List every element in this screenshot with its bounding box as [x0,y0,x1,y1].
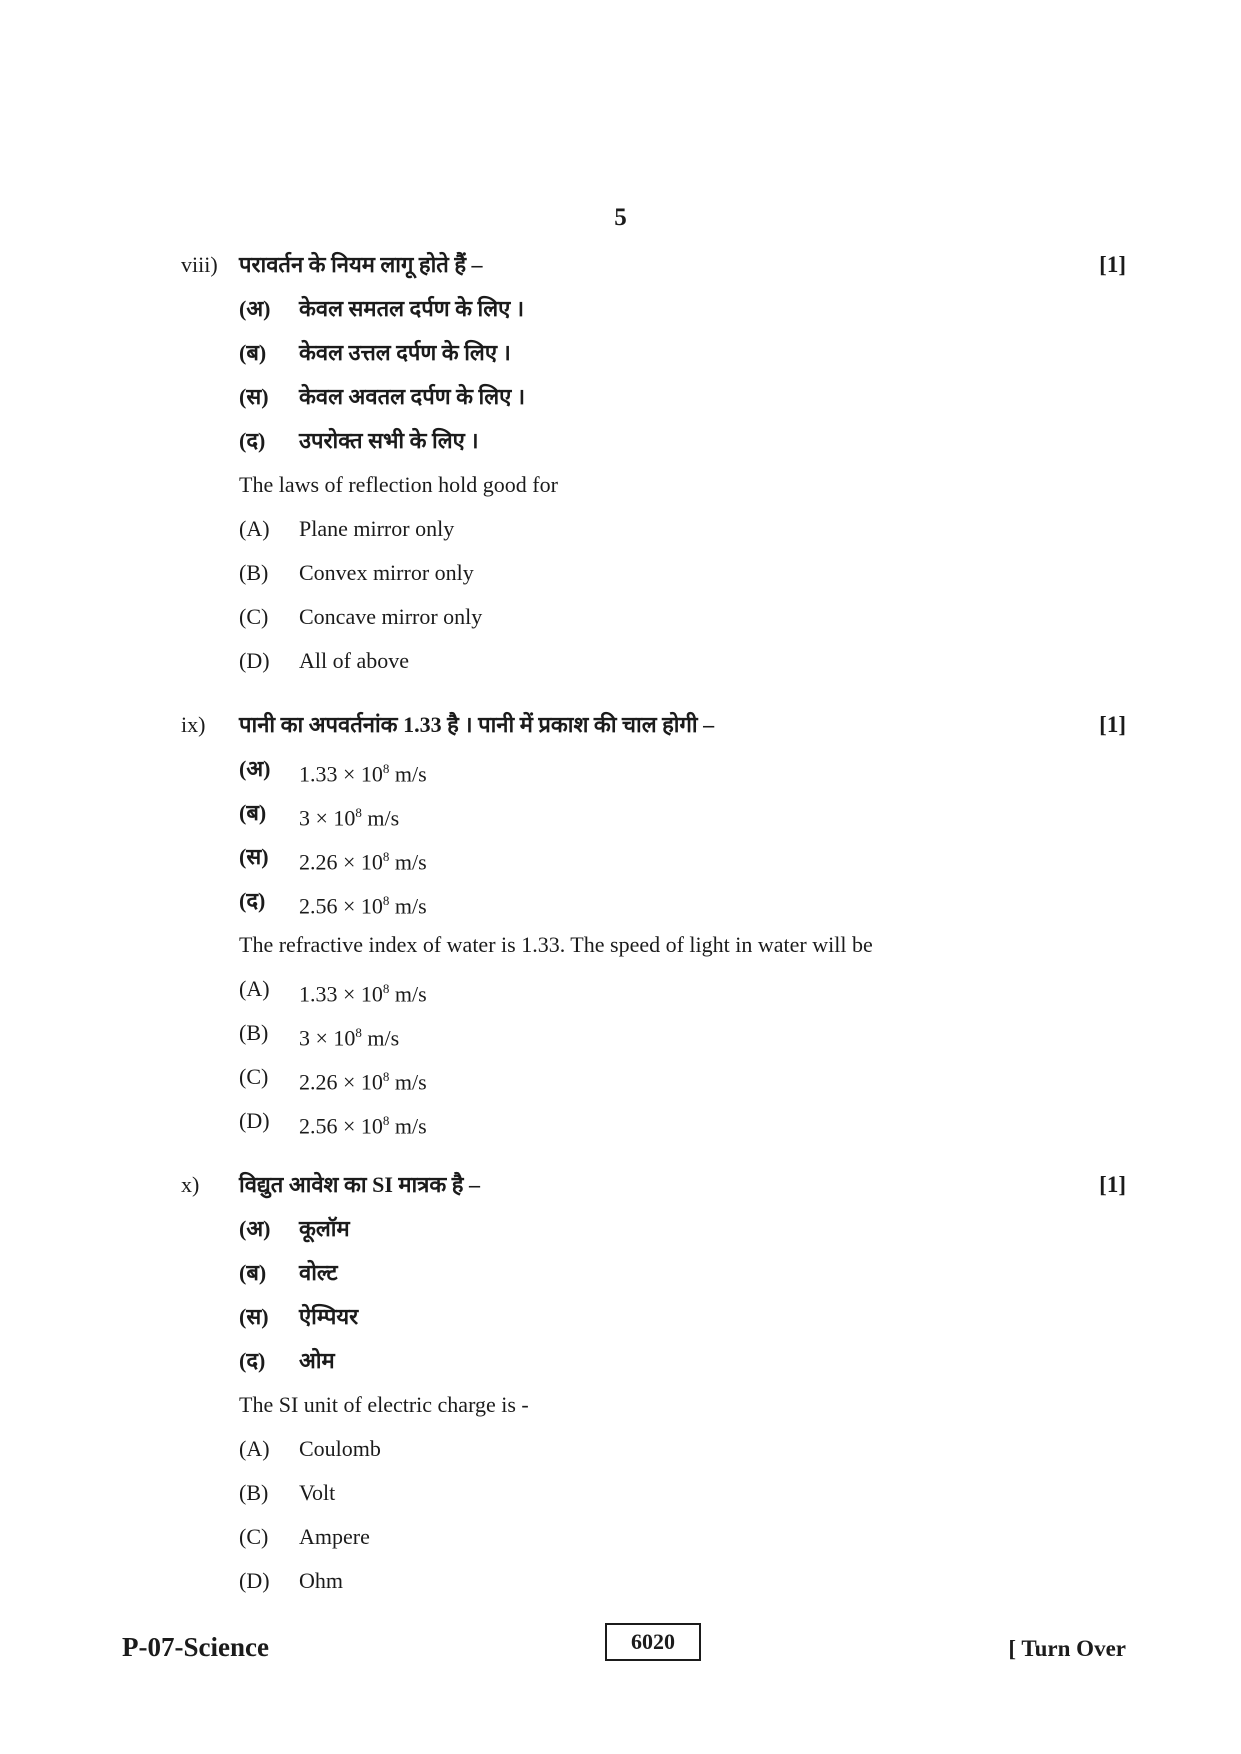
question-number: x) [181,1172,200,1197]
option-english-c [0,595,1241,639]
question-header [0,703,1241,747]
stem-text: The SI unit of electric charge is - [239,1392,529,1417]
option-label: (A) [239,1436,270,1461]
option-text: कूलॉम [299,1216,350,1241]
question-marks: [1] [1099,252,1126,277]
option-english-b [0,551,1241,595]
option-hindi-a [0,747,1241,791]
question-header [0,1163,1241,1207]
option-label: (C) [239,1064,269,1089]
option-label: (स) [239,1304,269,1329]
question-marks: [1] [1099,1172,1126,1197]
option-text: $2.56 \times 10^8$ m/s [299,1113,427,1139]
option-hindi-b [0,331,1241,375]
subject-code: P-07-Science [122,1632,269,1662]
option-text: Coulomb [299,1436,381,1461]
option-text: Ohm [299,1568,343,1593]
option-text: ऐम्पियर [299,1304,359,1329]
question-stem-hindi: पानी का अपवर्तनांक 1.33 है । पानी में प्रकाश की चाल होगी – [239,712,715,737]
option-text: $1.33 \times 10^8$ m/s [299,761,427,787]
question-stem-hindi: परावर्तन के नियम लागू होते हैं – [239,252,483,277]
option-label: (ब) [239,340,267,365]
option-label: (द) [239,1348,266,1373]
option-english-b [0,1471,1241,1515]
option-english-c [0,1055,1241,1099]
option-english-a [0,507,1241,551]
option-english-d [0,639,1241,683]
option-hindi-c [0,835,1241,879]
option-text: ओम [299,1348,335,1373]
stem-text: The refractive index of water is 1.33. The speed of light in water will be [239,932,873,957]
question-marks: [1] [1099,712,1126,737]
question-stem-english [0,1383,1241,1427]
question-header [0,243,1241,287]
option-text: $2.26 \times 10^8$ m/s [299,1069,427,1095]
question-number: viii) [181,252,218,277]
question-stem-english [0,923,1241,967]
question-stem-english [0,463,1241,507]
option-english-b [0,1011,1241,1055]
option-hindi-d [0,1339,1241,1383]
option-label: (B) [239,1020,269,1045]
option-text: केवल समतल दर्पण के लिए । [299,296,525,321]
option-label: (B) [239,1480,269,1505]
question-viii [0,243,1241,683]
option-hindi-d [0,879,1241,923]
stem-text: The laws of reflection hold good for [239,472,558,497]
option-text: Volt [299,1480,336,1505]
option-text: $3 \times 10^8$ m/s [299,1025,400,1051]
option-text: केवल उत्तल दर्पण के लिए । [299,340,511,365]
option-label: (अ) [239,1216,271,1241]
option-text: Ampere [299,1524,370,1549]
turn-over-label: [ Turn Over [1008,1636,1126,1661]
option-text: Convex mirror only [299,560,474,585]
option-hindi-a [0,1207,1241,1251]
question-number: ix) [181,712,206,737]
option-text: $2.26 \times 10^8$ m/s [299,849,427,875]
option-label: (स) [239,844,269,869]
option-label: (स) [239,384,269,409]
option-english-a [0,967,1241,1011]
option-label: (ब) [239,800,267,825]
option-text: $2.56 \times 10^8$ m/s [299,893,427,919]
option-hindi-b [0,1251,1241,1295]
option-text: $3 \times 10^8$ m/s [299,805,400,831]
option-text: Plane mirror only [299,516,455,541]
option-label: (B) [239,560,269,585]
option-text: All of above [299,648,409,673]
option-hindi-c [0,375,1241,419]
option-label: (D) [239,648,270,673]
option-label: (अ) [239,756,271,781]
option-english-d [0,1099,1241,1143]
option-label: (D) [239,1568,270,1593]
option-text: वोल्ट [299,1260,338,1285]
option-label: (D) [239,1108,270,1133]
option-label: (अ) [239,296,271,321]
option-label: (C) [239,604,269,629]
option-label: (द) [239,428,266,453]
question-ix [0,703,1241,1143]
option-english-c [0,1515,1241,1559]
paper-code-box: 6020 [605,1623,701,1661]
option-label: (C) [239,1524,269,1549]
option-hindi-a [0,287,1241,331]
option-hindi-d [0,419,1241,463]
option-text: केवल अवतल दर्पण के लिए । [299,384,526,409]
option-hindi-b [0,791,1241,835]
option-text: $1.33 \times 10^8$ m/s [299,981,427,1007]
option-text: Concave mirror only [299,604,483,629]
option-label: (A) [239,516,270,541]
question-x [0,1163,1241,1603]
page-number: 5 [614,204,627,231]
option-english-a [0,1427,1241,1471]
option-text: उपरोक्त सभी के लिए । [299,428,479,453]
question-stem-hindi: विद्युत आवेश का SI मात्रक है – [239,1172,480,1197]
option-label: (A) [239,976,270,1001]
option-label: (द) [239,888,266,913]
option-label: (ब) [239,1260,267,1285]
option-english-d [0,1559,1241,1603]
option-hindi-c [0,1295,1241,1339]
